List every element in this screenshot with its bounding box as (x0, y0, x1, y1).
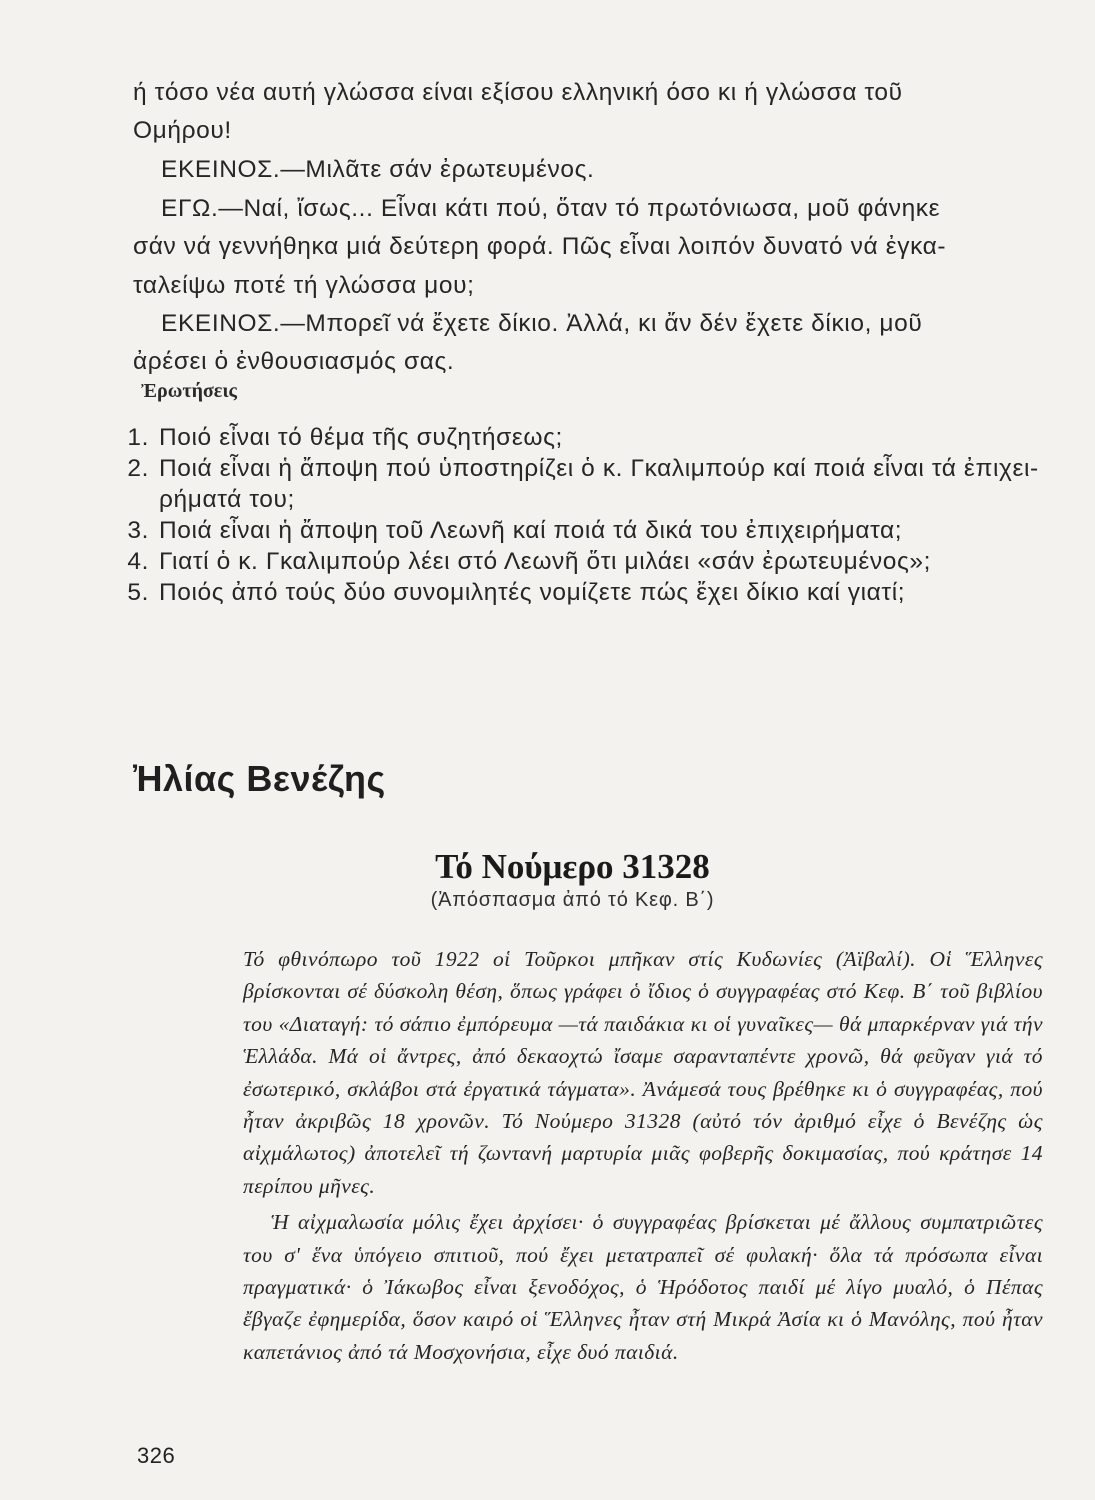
dialogue-line: ΕΓΩ.—Ναί, ἴσως... Εἶναι κάτι πού, ὅταν τό πρωτόνιωσα, μοῦ φάνηκε (161, 195, 941, 222)
dialogue-line: ΕΚΕΙΝΟΣ.—Μπορεῖ νά ἔχετε δίκιο. Ἀλλά, κι ἄν δέν ἔχετε δίκιο, μοῦ (161, 310, 923, 337)
question-number: 4. (127, 548, 149, 575)
dialogue-line: Ομήρου! (133, 117, 232, 144)
intro-paragraph: Τό φθινόπωρο τοῦ 1922 οἱ Τοῦρκοι μπῆκαν στίς Κυδωνίες (Ἀϊβαλί). Οἱ Ἕλληνες βρίσκονται σέ δύσκολη θέση, ὅπως γράφει ὁ ἴδιος ὁ συγγραφέας στό Κεφ. Β΄ τοῦ βιβλίου του «Διαταγή: τό σάπιο ἐμπόρευμα —τά παιδάκια κι οἱ γυναῖκες— θά μπαρκέρναν γιά τήν Ἑλλάδα. Μά οἱ ἄντρες, ἀπό δεκαοχτώ ἴσαμε σαρανταπέντε χρονῶ, θά φεῦγαν γιά τό ἐσωτερικό, σκλάβοι στά ἐργατικά τάγματα». Ἀνάμεσά τους βρέθηκε κι ὁ συγγραφέας, πού ἦταν ἀκριβῶς 18 χρονῶν. Τό Νούμερο 31328 (αὐτό τόν ἀριθμό εἶχε ὁ Βενέζης ὡς αἰχμάλωτος) ἀποτελεῖ τή ζωντανή μαρτυρία μιᾶς φοβερῆς δοκιμασίας, πού κράτησε 14 περίπου μῆνες. (243, 947, 1043, 1198)
question-text: Ποιά εἶναι ἡ ἄποψη τοῦ Λεωνῆ καί ποιά τά δικά του ἐπιχειρήματα; (159, 517, 903, 544)
chapter-subtitle: (Ἀπόσπασμα ἀπό τό Κεφ. Β΄) (430, 889, 715, 911)
question-text: Ποιά εἶναι ἡ ἄποψη πού ὑποστηρίζει ὁ κ. Γκαλιμπούρ καί ποιά εἶναι τά ἐπιχει- (159, 455, 1039, 482)
dialogue-line: σάν νά γεννήθηκα μιά δεύτερη φορά. Πῶς εἶναι λοιπόν δυνατό νά ἐγκα- (133, 233, 947, 260)
author-name: Ἠλίας Βενέζης (133, 758, 386, 799)
dialogue-line: ταλείψω ποτέ τή γλώσσα μου; (133, 272, 475, 299)
question-number: 5. (127, 579, 149, 606)
question-text-cont: ρήματά του; (159, 486, 295, 513)
dialogue-line: ή τόσο νέα αυτή γλώσσα είναι εξίσου ελληνική όσο κι ή γλώσσα τοῦ (133, 79, 903, 106)
question-text: Ποιό εἶναι τό θέμα τῆς συζητήσεως; (159, 424, 563, 451)
intro-text (243, 943, 1043, 1368)
questions-heading: Ἐρωτήσεις (141, 380, 237, 402)
chapter-title: Τό Νούμερο 31328 (435, 847, 710, 886)
page-number: 326 (137, 1443, 176, 1468)
question-number: 2. (127, 455, 149, 482)
question-number: 1. (127, 424, 149, 451)
question-text: Γιατί ὁ κ. Γκαλιμπούρ λέει στό Λεωνῆ ὅτι μιλάει «σάν ἐρωτευμένος»; (159, 548, 932, 575)
intro-paragraph: Ἡ αἰχμαλωσία μόλις ἔχει ἀρχίσει· ὁ συγγραφέας βρίσκεται μέ ἄλλους συμπατριῶτες του σ' ἕνα ὑπόγειο σπιτιοῦ, πού ἔχει μετατραπεῖ σέ φυλακή· ὅλα τά πρόσωπα εἶναι πραγματικά· ὁ Ἰάκωβος εἶναι ξενοδόχος, ὁ Ἡρόδοτος παιδί μέ λίγο μυαλό, ὁ Πέπας ἔβγαζε ἐφημερίδα, ὅσον καιρό οἱ Ἕλληνες ἦταν στή Μικρά Ἀσία κι ὁ Μανόλης, πού ἦταν καπετάνιος ἀπό τά Μοσχονήσια, εἶχε δυό παιδιά. (243, 1210, 1043, 1364)
question-number: 3. (127, 517, 149, 544)
dialogue-line: ΕΚΕΙΝΟΣ.—Μιλᾶτε σάν ἐρωτευμένος. (161, 156, 595, 183)
question-text: Ποιός ἀπό τούς δύο συνομιλητές νομίζετε πώς ἔχει δίκιο καί γιατί; (159, 579, 906, 606)
dialogue-line: ἀρέσει ὁ ἐνθουσιασμός σας. (133, 348, 455, 375)
